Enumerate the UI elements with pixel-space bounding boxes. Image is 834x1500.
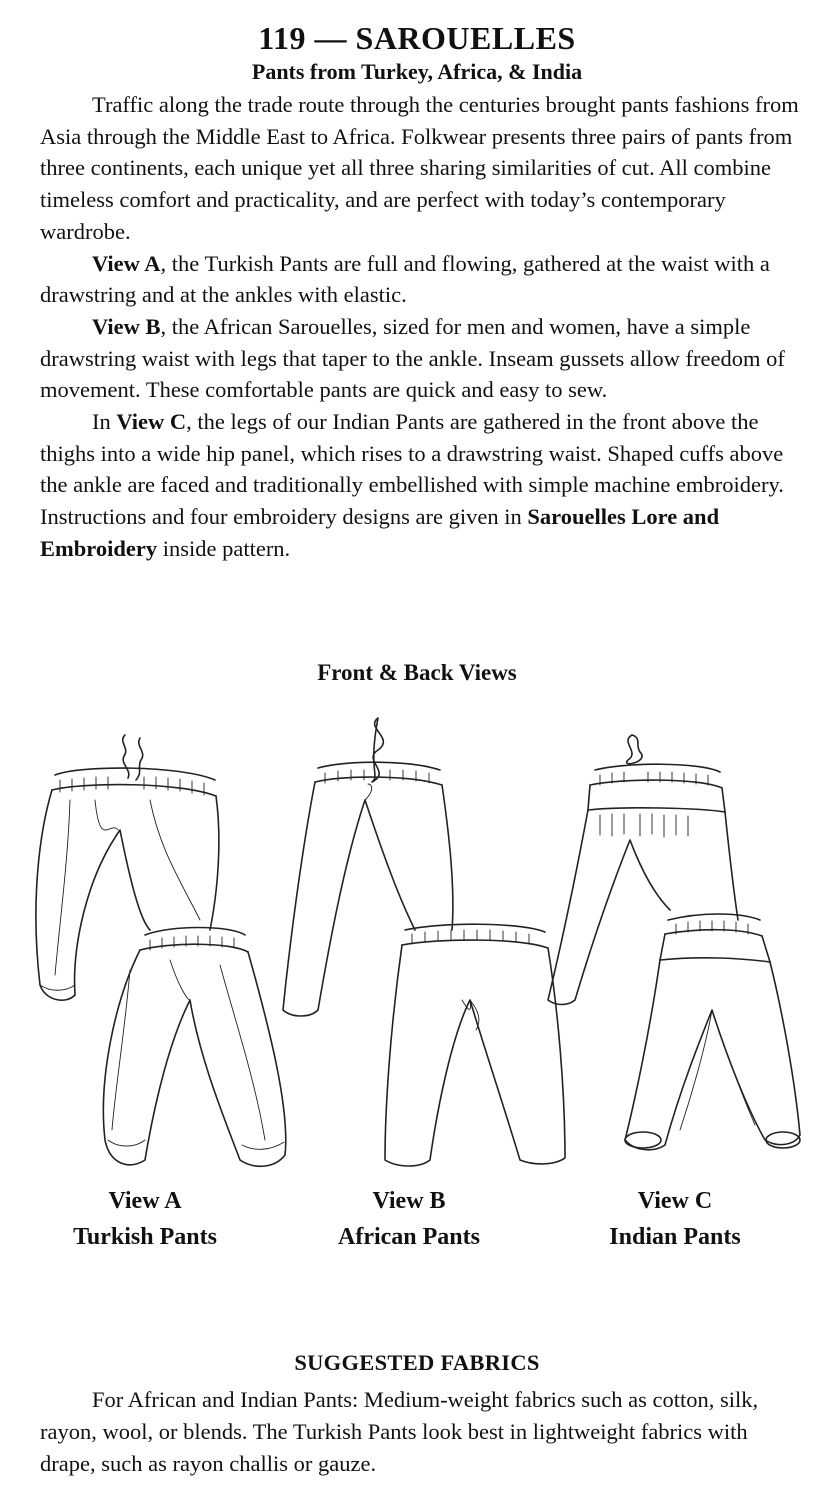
african-pants-back-drawing bbox=[283, 718, 453, 1016]
turkish-pants-back-drawing bbox=[36, 735, 219, 1000]
fabrics-heading: SUGGESTED FABRICS bbox=[294, 1350, 540, 1375]
african-pants-front-drawing bbox=[385, 924, 565, 1166]
fabrics-section bbox=[40, 1384, 800, 1480]
view-a-title: View A bbox=[108, 1188, 182, 1214]
view-b-text: , the African Sarouelles, sized for men and women, have a simple drawstring waist with legs that taper to the ankle. Inseam gussets allow freedom of movement. These comfortable pants are quick and easy to sew. bbox=[40, 313, 785, 403]
page-subtitle: Pants from Turkey, Africa, & India bbox=[251, 59, 583, 84]
view-c-pre: In bbox=[92, 409, 117, 435]
view-a-text: , the Turkish Pants are full and flowing, gathered at the waist with a drawstring and at the ankles with elastic. bbox=[40, 250, 770, 308]
view-b-name: African Pants bbox=[338, 1224, 480, 1250]
intro-paragraph: Traffic along the trade route through the centuries brought pants fashions from Asia through the Middle East to Africa. Folkwear presents three pairs of pants from three continents, each unique yet all three sharing similarities of cut. All combine timeless comfort and practicality, and are perfect with today’s contemporary wardrobe. bbox=[40, 92, 799, 244]
pants-illustrations bbox=[0, 700, 834, 1180]
view-b-caption bbox=[284, 1183, 534, 1255]
view-a-caption bbox=[20, 1183, 270, 1255]
indian-pants-back-drawing bbox=[548, 735, 738, 1005]
view-c-title: View C bbox=[637, 1188, 713, 1214]
description bbox=[40, 89, 800, 565]
views-heading: Front & Back Views bbox=[317, 660, 517, 685]
lore-reference: Sarouelles Lore and Embroidery bbox=[40, 504, 720, 561]
view-c-caption bbox=[550, 1183, 800, 1255]
view-a-name: Turkish Pants bbox=[73, 1224, 217, 1250]
view-b-label: View B bbox=[92, 313, 161, 339]
page-title: 119 — SAROUELLES bbox=[258, 20, 576, 56]
view-a-label: View A bbox=[92, 250, 161, 276]
view-c-paragraph bbox=[40, 406, 800, 565]
view-c-end: inside pattern. bbox=[157, 535, 291, 561]
indian-pants-front-drawing bbox=[625, 914, 800, 1150]
view-b-title: View B bbox=[372, 1188, 446, 1214]
view-b-paragraph bbox=[40, 311, 800, 406]
view-c-name: Indian Pants bbox=[609, 1224, 741, 1250]
turkish-pants-front-drawing bbox=[103, 928, 285, 1167]
view-c-label: View C bbox=[116, 409, 187, 435]
view-c-text: , the legs of our Indian Pants are gathered in the front above the thighs into a wide hip panel, which rises to a drawstring waist. Shaped cuffs above the ankle are faced and traditionally embellished with simple machine embroidery. Instructions and four embroidery designs are given in bbox=[40, 409, 784, 530]
view-a-paragraph bbox=[40, 248, 800, 311]
fabrics-text: For African and Indian Pants: Medium-weight fabrics such as cotton, silk, rayon, wool, or blends. The Turkish Pants look best in lightweight fabrics with drape, such as rayon challis or gauze. bbox=[40, 1387, 759, 1476]
